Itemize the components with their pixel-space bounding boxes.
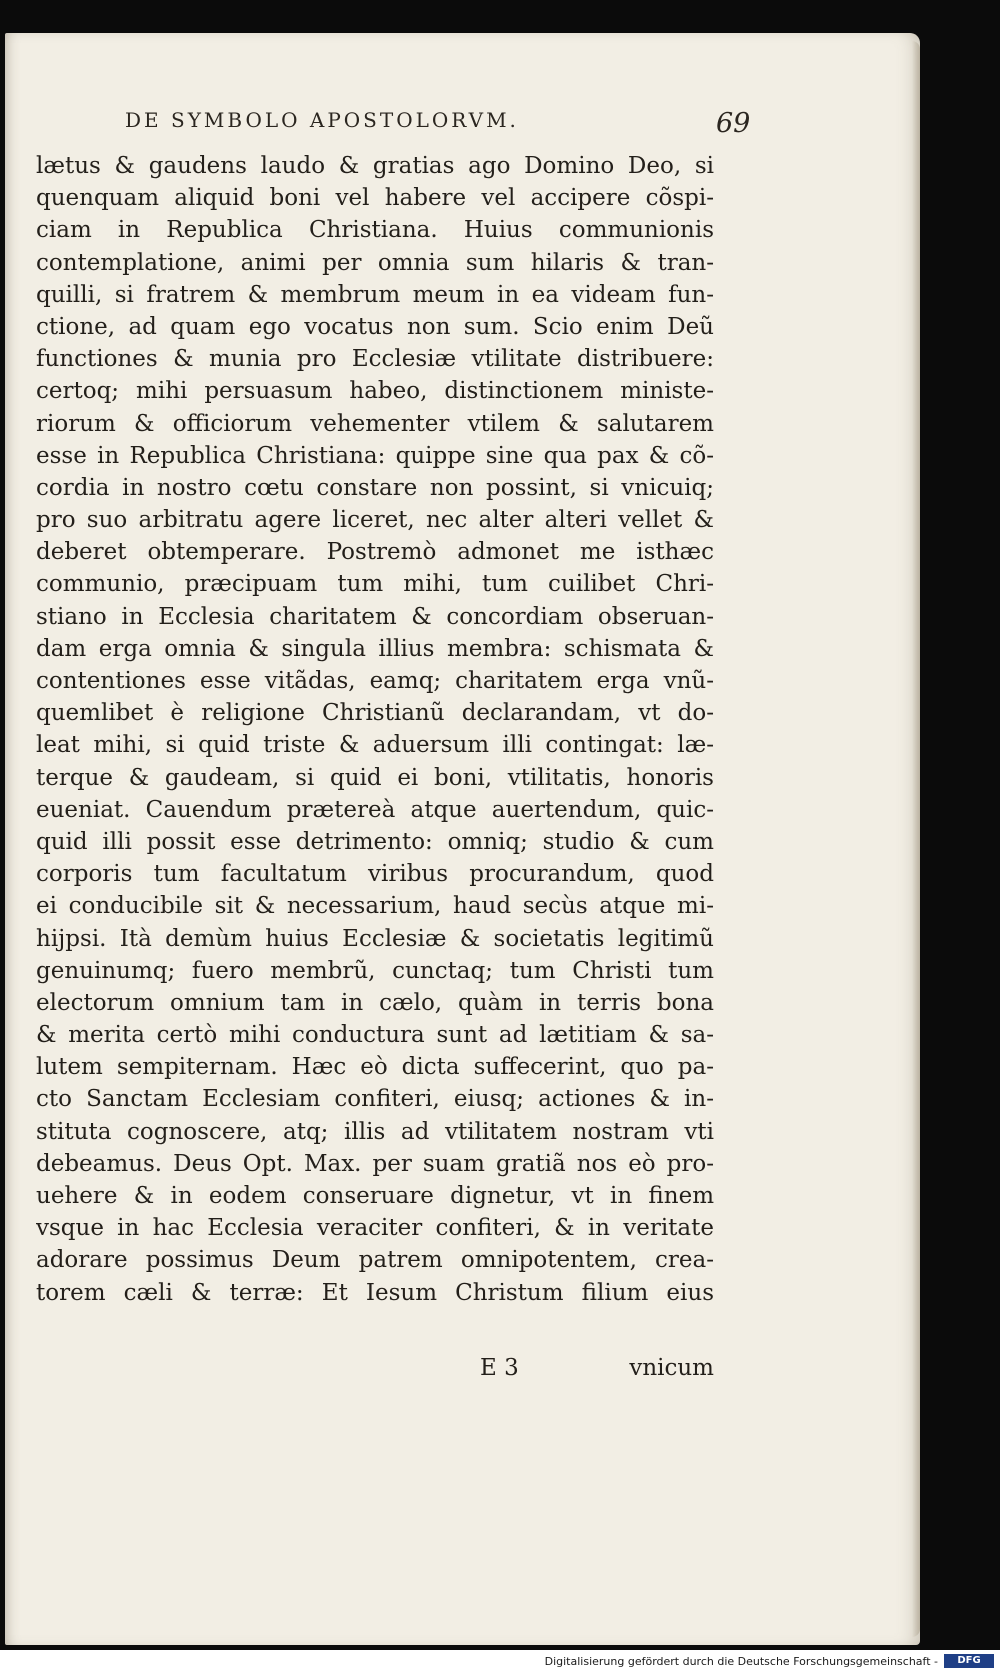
text-line: quenquam aliquid boni vel habere vel accipere cõspi- [36,185,714,212]
text-line: contentiones esse vitãdas, eamq; charitatem erga vnũ- [36,668,714,694]
text-line: deberet obtemperare. Postremò admonet me isthæc [36,539,714,566]
text-line: ciam in Republica Christiana. Huius communionis [36,217,714,244]
digitization-credit: Digitalisierung gefördert durch die Deutsche Forschungsgemeinschaft - [544,1655,938,1668]
catchword: vnicum [629,1355,714,1381]
text-line: functiones & munia pro Ecclesiæ vtilitate distribuere: [36,346,714,373]
text-line: lætus & gaudens laudo & gratias ago Domino Deo, si [36,153,714,179]
signature-mark: E 3 [480,1355,519,1381]
text-line: stituta cognoscere, atq; illis ad vtilitatem nostram vti [36,1118,714,1145]
text-line: uehere & in eodem conseruare dignetur, vt in finem [36,1183,714,1209]
text-line: esse in Republica Christiana: quippe sine qua pax & cõ- [36,442,714,469]
dfg-logo: DFG [944,1654,994,1668]
text-line: torem cæli & terræ: Et Iesum Christum filium eius [36,1279,714,1306]
page-foot [36,1355,714,1387]
text-line: adorare possimus Deum patrem omnipotentem, crea- [36,1247,714,1274]
text-line: pro suo arbitratu agere liceret, nec alter alteri vellet & [36,507,714,534]
text-line: riorum & officiorum vehementer vtilem & salutarem [36,410,714,437]
text-line: leat mihi, si quid triste & aduersum illi contingat: læ- [36,732,714,759]
text-line: quid illi possit esse detrimento: omniq; studio & cum [36,828,714,855]
text-line: cto Sanctam Ecclesiam confiteri, eiusq; actiones & in- [36,1086,714,1113]
text-line: genuinumq; fuero membrũ, cunctaq; tum Christi tum [36,957,714,984]
text-line: ctione, ad quam ego vocatus non sum. Scio enim Deũ [36,313,714,340]
text-line: certoq; mihi persuasum habeo, distinctionem ministe- [36,378,714,405]
text-line: vsque in hac Ecclesia veraciter confiteri, & in veritate [36,1215,714,1242]
running-head: DE SYMBOLO APOSTOLORVM. [125,108,519,132]
text-line: electorum omnium tam in cælo, quàm in terris bona [36,989,714,1016]
page-number: 69 [716,108,751,139]
text-line: terque & gaudeam, si quid ei boni, vtilitatis, honoris [36,764,714,791]
text-line: cordia in nostro cœtu constare non possint, si vnicuiq; [36,474,714,501]
text-line: dam erga omnia & singula illius membra: schismata & [36,635,714,662]
text-line: & merita certò mihi conductura sunt ad lætitiam & sa- [36,1022,714,1049]
body-text [36,150,714,1309]
page-edge-shadow [912,41,920,1637]
text-line: ei conducibile sit & necessarium, haud secùs atque mi- [36,893,714,920]
text-line: debeamus. Deus Opt. Max. per suam gratiã nos eò pro- [36,1150,714,1177]
text-line: eueniat. Cauendum prætereà atque auertendum, quic- [36,796,714,823]
text-line: hijpsi. Ità demùm huius Ecclesiæ & societatis legitimũ [36,925,714,952]
text-line: corporis tum facultatum viribus procurandum, quod [36,861,714,888]
text-line: lutem sempiternam. Hæc eò dicta suffecerint, quo pa- [36,1054,714,1081]
text-line: communio, præcipuam tum mihi, tum cuilibet Chri- [36,571,714,598]
text-line: quemlibet è religione Christianũ declarandam, vt do- [36,700,714,727]
text-line: quilli, si fratrem & membrum meum in ea videam fun- [36,281,714,308]
text-line: stiano in Ecclesia charitatem & concordiam obseruan- [36,603,714,630]
text-line: contemplatione, animi per omnia sum hilaris & tran- [36,249,714,276]
